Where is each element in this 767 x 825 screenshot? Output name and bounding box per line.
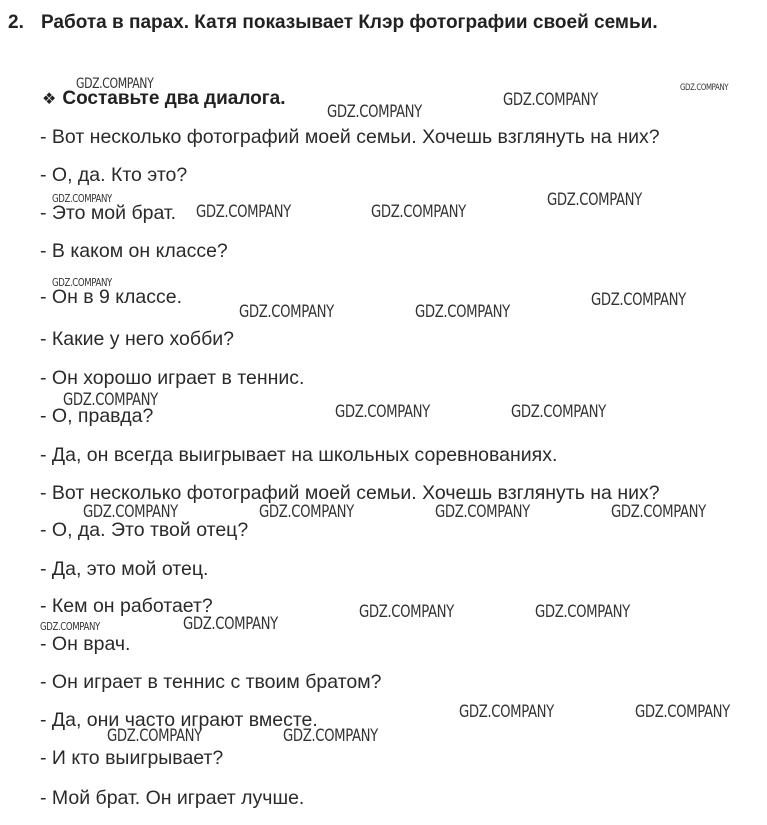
watermark: GDZ.COMPANY	[503, 90, 598, 110]
watermark: GDZ.COMPANY	[107, 726, 202, 746]
watermark: GDZ.COMPANY	[371, 202, 466, 222]
watermark: GDZ.COMPANY	[63, 390, 158, 410]
exercise-heading	[8, 12, 658, 34]
dialogue-line: - И кто выигрывает?	[40, 747, 224, 769]
watermark: GDZ.COMPANY	[591, 290, 686, 310]
watermark: GDZ.COMPANY	[52, 192, 112, 205]
watermark: GDZ.COMPANY	[635, 702, 730, 722]
dialogue-line: - Кем он работает?	[40, 595, 213, 617]
diamond-bullet-icon: ❖	[42, 91, 57, 108]
watermark: GDZ.COMPANY	[511, 402, 606, 422]
dialogue-line: - Вот несколько фотографий моей семьи. Хочешь взглянуть на них?	[40, 126, 660, 148]
dialogue-line: - О, да. Кто это?	[40, 164, 188, 186]
watermark: GDZ.COMPANY	[83, 502, 178, 522]
exercise-title: Работа в парах. Катя показывает Клэр фотографии своей семьи.	[41, 12, 658, 33]
dialogue-line: - Мой брат. Он играет лучше.	[40, 787, 305, 809]
dialogue-line: - В каком он классе?	[40, 240, 228, 262]
task-text: Составьте два диалога.	[62, 88, 286, 109]
watermark: GDZ.COMPANY	[259, 502, 354, 522]
dialogue-line: - Он в 9 классе.	[40, 286, 183, 308]
watermark: GDZ.COMPANY	[359, 602, 454, 622]
dialogue-line: - Какие у него хобби?	[40, 328, 234, 350]
watermark: GDZ.COMPANY	[196, 202, 291, 222]
watermark: GDZ.COMPANY	[680, 83, 729, 93]
watermark: GDZ.COMPANY	[183, 614, 278, 634]
dialogue-line: - Да, это мой отец.	[40, 558, 209, 580]
watermark: GDZ.COMPANY	[76, 76, 154, 92]
dialogue-line: - Он врач.	[40, 633, 131, 655]
exercise-number: 2.	[8, 12, 24, 33]
dialogue-line: - Он играет в теннис с твоим братом?	[40, 671, 382, 693]
watermark: GDZ.COMPANY	[40, 620, 100, 633]
watermark: GDZ.COMPANY	[415, 302, 510, 322]
watermark: GDZ.COMPANY	[52, 276, 112, 289]
dialogue-line: - О, да. Это твой отец?	[40, 519, 249, 541]
watermark: GDZ.COMPANY	[239, 302, 334, 322]
watermark: GDZ.COMPANY	[459, 702, 554, 722]
dialogue-line: - Да, они часто играют вместе.	[40, 709, 318, 731]
watermark: GDZ.COMPANY	[435, 502, 530, 522]
dialogue-line: - Вот несколько фотографий моей семьи. Хочешь взглянуть на них?	[40, 482, 660, 504]
watermark: GDZ.COMPANY	[335, 402, 430, 422]
dialogue-line: - Да, он всегда выигрывает на школьных соревнованиях.	[40, 444, 558, 466]
watermark: GDZ.COMPANY	[547, 190, 642, 210]
watermark: GDZ.COMPANY	[535, 602, 630, 622]
watermark: GDZ.COMPANY	[611, 502, 706, 522]
watermark: GDZ.COMPANY	[283, 726, 378, 746]
dialogue-line: - Это мой брат.	[40, 202, 177, 224]
watermark: GDZ.COMPANY	[327, 102, 422, 122]
dialogue-line: - Он хорошо играет в теннис.	[40, 367, 305, 389]
dialogue-line: - О, правда?	[40, 405, 154, 427]
